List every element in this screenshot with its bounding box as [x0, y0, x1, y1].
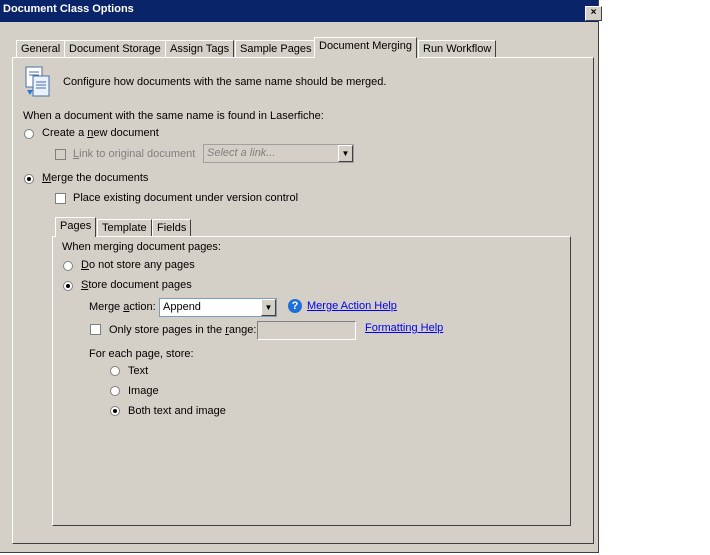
tab-document-storage[interactable]: Document Storage — [64, 40, 166, 58]
store-both-label[interactable]: Both text and image — [128, 405, 226, 417]
link-select-placeholder: Select a link... — [207, 147, 276, 159]
link-to-original-label[interactable]: Link to original document — [73, 148, 196, 160]
tab-sample-pages[interactable]: Sample Pages — [235, 40, 317, 58]
store-document-pages-radio[interactable] — [63, 281, 73, 291]
close-button[interactable]: × — [585, 6, 602, 21]
merge-action-select[interactable] — [159, 298, 277, 317]
conflict-prompt: When a document with the same name is found in Laserfiche: — [23, 110, 324, 122]
version-control-checkbox[interactable] — [55, 193, 66, 204]
do-not-store-pages-label[interactable]: Do not store any pages — [81, 259, 195, 271]
store-document-pages-label[interactable]: Store document pages — [81, 279, 192, 291]
subtab-pages[interactable]: Pages — [55, 217, 96, 237]
page-range-checkbox[interactable] — [90, 324, 101, 335]
merge-documents-icon — [24, 65, 52, 99]
link-to-original-checkbox[interactable] — [55, 149, 66, 160]
version-control-label[interactable]: Place existing document under version control — [73, 192, 299, 204]
header-description: Configure how documents with the same name should be merged. — [63, 76, 387, 88]
store-image-radio[interactable] — [110, 386, 120, 396]
subtab-fields[interactable]: Fields — [152, 219, 191, 237]
formatting-help-link[interactable]: Formatting Help — [365, 322, 444, 334]
store-image-label[interactable]: Image — [128, 385, 159, 397]
tab-assign-tags[interactable]: Assign Tags — [165, 40, 234, 58]
merge-action-label: Merge action: — [89, 301, 156, 313]
create-new-document-radio[interactable] — [24, 129, 34, 139]
window-title: Document Class Options — [3, 3, 134, 15]
tab-general[interactable]: General — [16, 40, 65, 58]
title-bar[interactable] — [0, 0, 598, 22]
merge-documents-radio[interactable] — [24, 174, 34, 184]
store-prompt: For each page, store: — [89, 348, 194, 360]
do-not-store-pages-radio[interactable] — [63, 261, 73, 271]
link-select[interactable] — [203, 144, 354, 163]
help-icon[interactable]: ? — [288, 299, 302, 313]
page-range-label[interactable]: Only store pages in the range: — [109, 324, 257, 336]
chevron-down-icon: ▼ — [338, 145, 353, 162]
subtab-template[interactable]: Template — [97, 219, 152, 237]
tab-document-merging[interactable]: Document Merging — [314, 37, 417, 58]
merge-action-help-link[interactable]: Merge Action Help — [307, 300, 397, 312]
merge-documents-label[interactable]: Merge the documents — [42, 172, 149, 184]
store-text-radio[interactable] — [110, 366, 120, 376]
store-both-radio[interactable] — [110, 406, 120, 416]
merge-action-value: Append — [163, 301, 201, 313]
chevron-down-icon: ▼ — [261, 299, 276, 316]
store-text-label[interactable]: Text — [128, 365, 149, 377]
page-range-input[interactable] — [257, 321, 356, 340]
pages-prompt: When merging document pages: — [62, 241, 221, 253]
create-new-document-label[interactable]: Create a new document — [42, 127, 159, 139]
tab-run-workflow[interactable]: Run Workflow — [418, 40, 496, 58]
